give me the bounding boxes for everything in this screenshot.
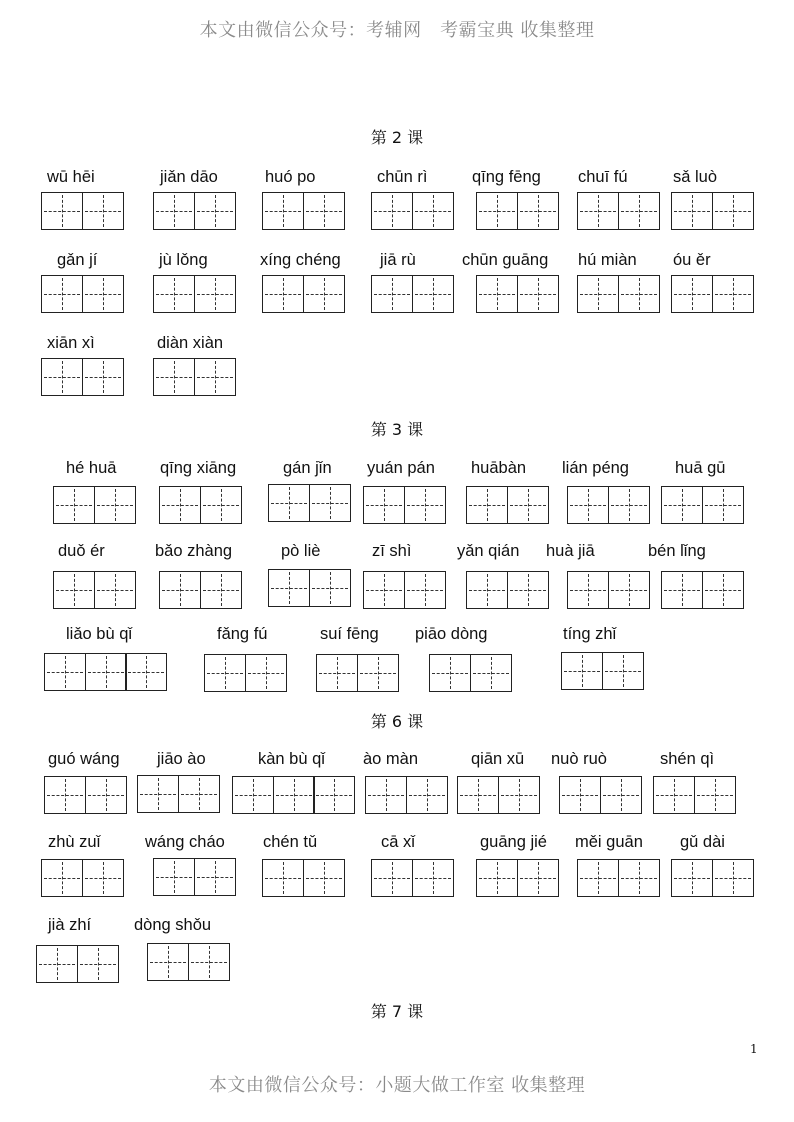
tianzige-cell[interactable] — [457, 776, 499, 814]
tianzige-cell[interactable] — [357, 654, 399, 692]
tianzige-cell[interactable] — [262, 275, 304, 313]
writing-boxes[interactable] — [53, 486, 136, 524]
tianzige-cell[interactable] — [188, 943, 230, 981]
tianzige-cell[interactable] — [125, 653, 167, 691]
tianzige-cell[interactable] — [200, 486, 242, 524]
tianzige-cell[interactable] — [204, 654, 246, 692]
writing-boxes[interactable] — [577, 275, 660, 313]
tianzige-cell[interactable] — [602, 652, 644, 690]
pinyin-label: chūn guāng — [462, 251, 549, 269]
pinyin-label: chūn rì — [377, 168, 428, 186]
tianzige-cell[interactable] — [371, 192, 413, 230]
writing-boxes[interactable] — [262, 192, 345, 230]
tianzige-cell[interactable] — [82, 192, 124, 230]
lesson-title-2: 第 2 课 — [370, 128, 424, 147]
tianzige-cell[interactable] — [661, 486, 703, 524]
tianzige-cell[interactable] — [476, 275, 518, 313]
pinyin-label: zī shì — [372, 542, 412, 560]
pinyin-label: wū hēi — [47, 168, 95, 186]
writing-boxes[interactable] — [268, 484, 351, 522]
writing-boxes[interactable] — [153, 358, 236, 396]
writing-boxes[interactable] — [457, 776, 540, 814]
writing-boxes[interactable] — [466, 571, 549, 609]
tianzige-cell[interactable] — [412, 859, 454, 897]
pinyin-label: jiā rù — [380, 251, 416, 269]
pinyin-label: bǎo zhàng — [155, 542, 233, 560]
pinyin-label: yuán pán — [367, 459, 435, 477]
writing-boxes[interactable] — [363, 486, 446, 524]
writing-boxes[interactable] — [36, 945, 119, 983]
pinyin-label: guāng jié — [480, 833, 547, 851]
pinyin-label: ào màn — [363, 750, 419, 768]
pinyin-label: fǎng fú — [217, 625, 268, 643]
tianzige-cell[interactable] — [77, 945, 119, 983]
lesson-title-7: 第 7 课 — [370, 1002, 424, 1021]
writing-boxes[interactable] — [371, 275, 454, 313]
tianzige-cell[interactable] — [567, 571, 609, 609]
writing-boxes[interactable] — [44, 776, 127, 814]
page-number: 1 — [750, 1042, 758, 1056]
tianzige-cell[interactable] — [517, 275, 559, 313]
pinyin-label: wáng cháo — [145, 833, 225, 851]
tianzige-cell[interactable] — [618, 192, 660, 230]
pinyin-label: lián péng — [562, 459, 629, 477]
tianzige-cell[interactable] — [466, 571, 508, 609]
writing-boxes[interactable] — [41, 859, 124, 897]
tianzige-cell[interactable] — [153, 858, 195, 896]
tianzige-cell[interactable] — [406, 776, 448, 814]
tianzige-cell[interactable] — [309, 484, 351, 522]
header-watermark: 本文由微信公众号：考辅网 考霸宝典 收集整理 — [199, 20, 595, 41]
tianzige-cell[interactable] — [600, 776, 642, 814]
tianzige-cell[interactable] — [159, 571, 201, 609]
tianzige-cell[interactable] — [618, 275, 660, 313]
pinyin-label: jù lǒng — [159, 251, 208, 269]
tianzige-cell[interactable] — [200, 571, 242, 609]
pinyin-label: kàn bù qǐ — [258, 750, 325, 768]
pinyin-label: piāo dòng — [415, 625, 488, 643]
tianzige-cell[interactable] — [44, 653, 86, 691]
tianzige-cell[interactable] — [309, 569, 351, 607]
writing-boxes[interactable] — [53, 571, 136, 609]
writing-boxes[interactable] — [232, 776, 355, 814]
writing-boxes[interactable] — [577, 192, 660, 230]
lesson-title-6: 第 6 课 — [370, 712, 424, 731]
writing-boxes[interactable] — [371, 859, 454, 897]
pinyin-label: huó po — [265, 168, 316, 186]
writing-boxes[interactable] — [137, 775, 220, 813]
tianzige-cell[interactable] — [36, 945, 78, 983]
tianzige-cell[interactable] — [561, 652, 603, 690]
pinyin-label: tíng zhǐ — [563, 625, 617, 643]
tianzige-cell[interactable] — [618, 859, 660, 897]
tianzige-cell[interactable] — [147, 943, 189, 981]
tianzige-cell[interactable] — [153, 192, 195, 230]
tianzige-cell[interactable] — [702, 571, 744, 609]
tianzige-cell[interactable] — [262, 859, 304, 897]
writing-boxes[interactable] — [371, 192, 454, 230]
writing-boxes[interactable] — [44, 653, 167, 691]
pinyin-label: duǒ ér — [58, 542, 105, 560]
tianzige-cell[interactable] — [412, 192, 454, 230]
writing-boxes[interactable] — [476, 192, 559, 230]
tianzige-cell[interactable] — [712, 859, 754, 897]
pinyin-label: diàn xiàn — [157, 334, 224, 352]
pinyin-label: suí fēng — [320, 625, 379, 643]
tianzige-cell[interactable] — [517, 859, 559, 897]
tianzige-cell[interactable] — [712, 275, 754, 313]
tianzige-cell[interactable] — [303, 859, 345, 897]
tianzige-cell[interactable] — [466, 486, 508, 524]
tianzige-cell[interactable] — [94, 571, 136, 609]
tianzige-cell[interactable] — [577, 192, 619, 230]
tianzige-cell[interactable] — [671, 192, 713, 230]
pinyin-label: huà jiā — [546, 542, 595, 560]
tianzige-cell[interactable] — [82, 358, 124, 396]
tianzige-cell[interactable] — [404, 571, 446, 609]
tianzige-cell[interactable] — [313, 776, 355, 814]
tianzige-cell[interactable] — [507, 571, 549, 609]
pinyin-label: zhù zuǐ — [48, 833, 101, 851]
tianzige-cell[interactable] — [41, 275, 83, 313]
tianzige-cell[interactable] — [159, 486, 201, 524]
pinyin-label: óu ěr — [673, 251, 711, 269]
pinyin-label: chuī fú — [578, 168, 628, 186]
tianzige-cell[interactable] — [577, 859, 619, 897]
tianzige-cell[interactable] — [232, 776, 274, 814]
tianzige-cell[interactable] — [498, 776, 540, 814]
tianzige-cell[interactable] — [608, 571, 650, 609]
pinyin-label: pò liè — [281, 542, 321, 560]
writing-boxes[interactable] — [363, 571, 446, 609]
tianzige-cell[interactable] — [412, 275, 454, 313]
writing-boxes[interactable] — [147, 943, 230, 981]
writing-boxes[interactable] — [365, 776, 448, 814]
pinyin-label: yǎn qián — [457, 542, 520, 560]
tianzige-cell[interactable] — [517, 192, 559, 230]
pinyin-label: jiāo ào — [157, 750, 206, 768]
tianzige-cell[interactable] — [702, 486, 744, 524]
pinyin-label: chén tǔ — [263, 833, 318, 851]
writing-boxes[interactable] — [476, 859, 559, 897]
pinyin-label: hú miàn — [578, 251, 637, 269]
tianzige-cell[interactable] — [316, 654, 358, 692]
writing-boxes[interactable] — [153, 192, 236, 230]
pinyin-label: jiǎn dāo — [160, 168, 218, 186]
writing-boxes[interactable] — [159, 486, 242, 524]
tianzige-cell[interactable] — [85, 776, 127, 814]
tianzige-cell[interactable] — [194, 358, 236, 396]
tianzige-cell[interactable] — [476, 859, 518, 897]
writing-boxes[interactable] — [153, 275, 236, 313]
writing-boxes[interactable] — [661, 571, 744, 609]
tianzige-cell[interactable] — [559, 776, 601, 814]
tianzige-cell[interactable] — [363, 571, 405, 609]
tianzige-cell[interactable] — [153, 358, 195, 396]
tianzige-cell[interactable] — [53, 571, 95, 609]
tianzige-cell[interactable] — [303, 275, 345, 313]
writing-boxes[interactable] — [153, 858, 236, 896]
pinyin-label: nuò ruò — [551, 750, 607, 768]
tianzige-cell[interactable] — [245, 654, 287, 692]
pinyin-label: gǎn jí — [57, 251, 98, 269]
writing-boxes[interactable] — [159, 571, 242, 609]
writing-boxes[interactable] — [41, 275, 124, 313]
pinyin-label: qīng xiāng — [160, 459, 237, 477]
writing-boxes[interactable] — [262, 859, 345, 897]
writing-boxes[interactable] — [41, 358, 124, 396]
lesson-title-3: 第 3 课 — [370, 420, 424, 439]
pinyin-label: qīng fēng — [472, 168, 541, 186]
pinyin-label: xiān xì — [47, 334, 95, 352]
pinyin-label: gǔ dài — [680, 833, 725, 851]
tianzige-cell[interactable] — [712, 192, 754, 230]
writing-boxes[interactable] — [567, 486, 650, 524]
tianzige-cell[interactable] — [507, 486, 549, 524]
writing-boxes[interactable] — [268, 569, 351, 607]
tianzige-cell[interactable] — [82, 859, 124, 897]
writing-boxes[interactable] — [671, 192, 754, 230]
writing-boxes[interactable] — [559, 776, 642, 814]
tianzige-cell[interactable] — [429, 654, 471, 692]
tianzige-cell[interactable] — [470, 654, 512, 692]
footer-watermark: 本文由微信公众号：小题大做工作室 收集整理 — [208, 1075, 586, 1096]
pinyin-label: bén lǐng — [648, 542, 706, 560]
pinyin-label: liǎo bù qǐ — [66, 625, 133, 643]
pinyin-label: huā gū — [675, 459, 726, 477]
tianzige-cell[interactable] — [567, 486, 609, 524]
pinyin-label: guó wáng — [48, 750, 120, 768]
pinyin-label: dòng shǒu — [134, 916, 212, 934]
tianzige-cell[interactable] — [363, 486, 405, 524]
pinyin-label: shén qì — [660, 750, 715, 768]
pinyin-label: hé huā — [66, 459, 117, 477]
tianzige-cell[interactable] — [194, 275, 236, 313]
writing-boxes[interactable] — [577, 859, 660, 897]
tianzige-cell[interactable] — [476, 192, 518, 230]
tianzige-cell[interactable] — [178, 775, 220, 813]
tianzige-cell[interactable] — [371, 859, 413, 897]
tianzige-cell[interactable] — [268, 484, 310, 522]
writing-boxes[interactable] — [262, 275, 345, 313]
pinyin-label: jià zhí — [48, 916, 92, 934]
tianzige-cell[interactable] — [85, 653, 127, 691]
pinyin-label: gán jǐn — [283, 459, 332, 477]
writing-boxes[interactable] — [671, 275, 754, 313]
tianzige-cell[interactable] — [371, 275, 413, 313]
tianzige-cell[interactable] — [577, 275, 619, 313]
tianzige-cell[interactable] — [303, 192, 345, 230]
writing-boxes[interactable] — [567, 571, 650, 609]
pinyin-label: xíng chéng — [260, 251, 341, 269]
tianzige-cell[interactable] — [153, 275, 195, 313]
writing-boxes[interactable] — [466, 486, 549, 524]
tianzige-cell[interactable] — [653, 776, 695, 814]
tianzige-cell[interactable] — [661, 571, 703, 609]
writing-boxes[interactable] — [653, 776, 736, 814]
tianzige-cell[interactable] — [268, 569, 310, 607]
tianzige-cell[interactable] — [53, 486, 95, 524]
tianzige-cell[interactable] — [404, 486, 446, 524]
tianzige-cell[interactable] — [82, 275, 124, 313]
tianzige-cell[interactable] — [262, 192, 304, 230]
writing-boxes[interactable] — [204, 654, 287, 692]
pinyin-label: qiān xū — [471, 750, 525, 768]
tianzige-cell[interactable] — [94, 486, 136, 524]
tianzige-cell[interactable] — [365, 776, 407, 814]
tianzige-cell[interactable] — [273, 776, 315, 814]
tianzige-cell[interactable] — [694, 776, 736, 814]
pinyin-label: huābàn — [471, 459, 527, 477]
tianzige-cell[interactable] — [194, 192, 236, 230]
tianzige-cell[interactable] — [608, 486, 650, 524]
writing-boxes[interactable] — [561, 652, 644, 690]
tianzige-cell[interactable] — [41, 192, 83, 230]
writing-boxes[interactable] — [476, 275, 559, 313]
writing-boxes[interactable] — [41, 192, 124, 230]
writing-boxes[interactable] — [661, 486, 744, 524]
pinyin-label: cā xǐ — [381, 833, 415, 851]
tianzige-cell[interactable] — [44, 776, 86, 814]
writing-boxes[interactable] — [671, 859, 754, 897]
tianzige-cell[interactable] — [137, 775, 179, 813]
tianzige-cell[interactable] — [194, 858, 236, 896]
pinyin-label: sǎ luò — [673, 168, 718, 186]
pinyin-label: měi guān — [575, 833, 643, 851]
tianzige-cell[interactable] — [671, 275, 713, 313]
tianzige-cell[interactable] — [41, 358, 83, 396]
writing-boxes[interactable] — [316, 654, 399, 692]
writing-boxes[interactable] — [429, 654, 512, 692]
tianzige-cell[interactable] — [671, 859, 713, 897]
tianzige-cell[interactable] — [41, 859, 83, 897]
